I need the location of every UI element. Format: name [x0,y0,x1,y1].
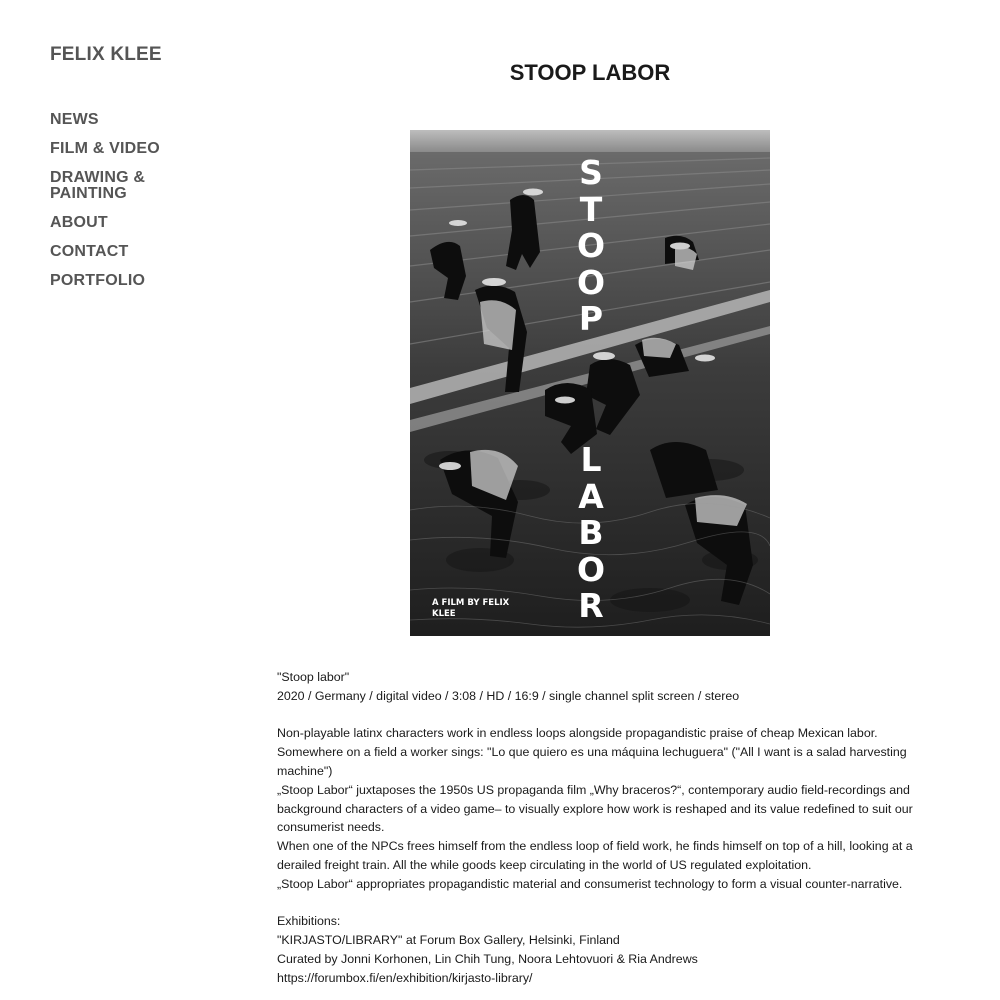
description-paragraph-2: Somewhere on a field a worker sings: "Lo que quiero es una máquina lechuguera" ("All I want is a salad harvesting machine") [277,745,907,778]
description-paragraph-3: „Stoop Labor“ juxtaposes the 1950s US propaganda film „Why braceros?“, contemporary audio field-recordings and background characters of a video game– to visually explore how work is reshaped and its value redefined to suit our consumerist needs. [277,782,913,835]
nav-link-film-video[interactable]: FILM & VIDEO [50,140,160,157]
main-nav [50,112,200,302]
exhibition-curators: Curated by Jonni Korhonen, Lin Chih Tung, Noora Lehtovuori & Ria Andrews [277,951,698,966]
poster-title-word-stoop: STOOP [576,153,606,338]
description-paragraph-5: „Stoop Labor“ appropriates propagandistic material and consumerist technology to form a visual counter-narrative. [277,876,903,891]
film-poster-image[interactable] [410,130,770,636]
nav-item-news [50,112,200,128]
film-title-line: "Stoop labor" [277,670,350,684]
nav-link-portfolio[interactable]: PORTFOLIO [50,272,146,289]
nav-item-portfolio [50,273,200,289]
nav-item-about [50,215,200,231]
description-paragraph-1: Non-playable latinx characters work in endless loops alongside propagandistic praise of cheap Mexican labor. [277,726,878,741]
spacer [277,706,917,725]
exhibition-link[interactable]: https://forumbox.fi/en/exhibition/kirjasto-library/ [277,970,533,985]
poster-title-word-labor: LABOR [576,440,606,625]
nav-item-contact [50,244,200,260]
site-title[interactable]: FELIX KLEE [50,44,162,65]
film-specs: 2020 / Germany / digital video / 3:08 / HD / 16:9 / single channel split screen / stereo [277,688,740,703]
exhibitions-heading: Exhibitions: [277,914,341,929]
nav-link-contact[interactable]: CONTACT [50,243,129,260]
film-description [277,668,917,988]
poster-credit: A FILM BY FELIX KLEE [432,598,510,619]
nav-link-about[interactable]: ABOUT [50,214,108,231]
description-paragraph-4: When one of the NPCs frees himself from the endless loop of field work, he finds himself on top of a hill, looking at a derailed freight train. All the while goods keep circulating in the world of US regulated exploitation. [277,839,913,872]
nav-item-drawing-painting [50,170,200,202]
exhibition-link-line [277,969,917,988]
page-title: STOOP LABOR [509,60,671,85]
exhibition-entry: "KIRJASTO/LIBRARY" at Forum Box Gallery, Helsinki, Finland [277,933,620,948]
nav-link-drawing-painting[interactable]: DRAWING & PAINTING [50,169,146,202]
nav-item-film-video [50,141,200,157]
spacer [277,894,917,913]
nav-link-news[interactable]: NEWS [50,111,99,128]
